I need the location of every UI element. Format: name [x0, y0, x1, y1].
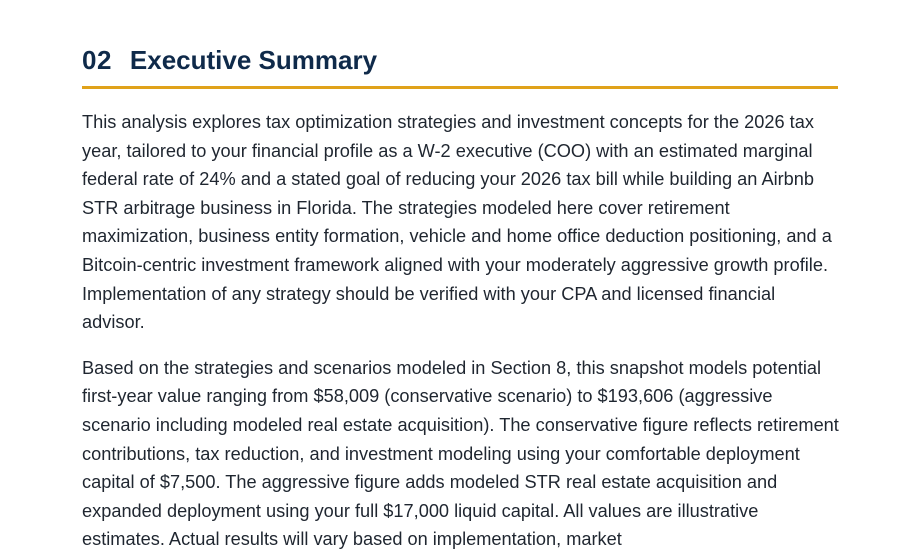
summary-paragraph-1: This analysis explores tax optimization strategies and investment concepts for the 2026 tax year, tailored to your financial profile as a W-2 executive (COO) with an estimated marginal federal rate of 24% and a stated goal of reducing your 2026 tax bill while building an Airbnb STR arbitrage business in Florida. The strategies modeled here cover retirement maximization, business entity formation, vehicle and home office deduction positioning, and a Bitcoin-centric investment framework aligned with your moderately aggressive growth profile. Implementation of any strategy should be verified with your CPA and licensed financial advisor. [82, 112, 832, 333]
section-divider [82, 86, 838, 89]
section-title: Executive Summary [129, 44, 378, 75]
section-number: 02 [82, 44, 112, 75]
summary-paragraph-2: Based on the strategies and scenarios modeled in Section 8, this snapshot models potential first-year value ranging from $58,009 (conservative scenario) to $193,606 (aggressive scenario including modeled real estate acquisition). The conservative figure reflects retirement contributions, tax reduction, and investment modeling using your comfortable deployment capital of $7,500. The aggressive figure adds modeled STR real estate acquisition and expanded deployment using your full $17,000 liquid capital. All values are illustrative estimates. Actual results will vary based on implementation, market [82, 357, 839, 550]
section-header [82, 40, 838, 80]
section-body [82, 108, 840, 550]
